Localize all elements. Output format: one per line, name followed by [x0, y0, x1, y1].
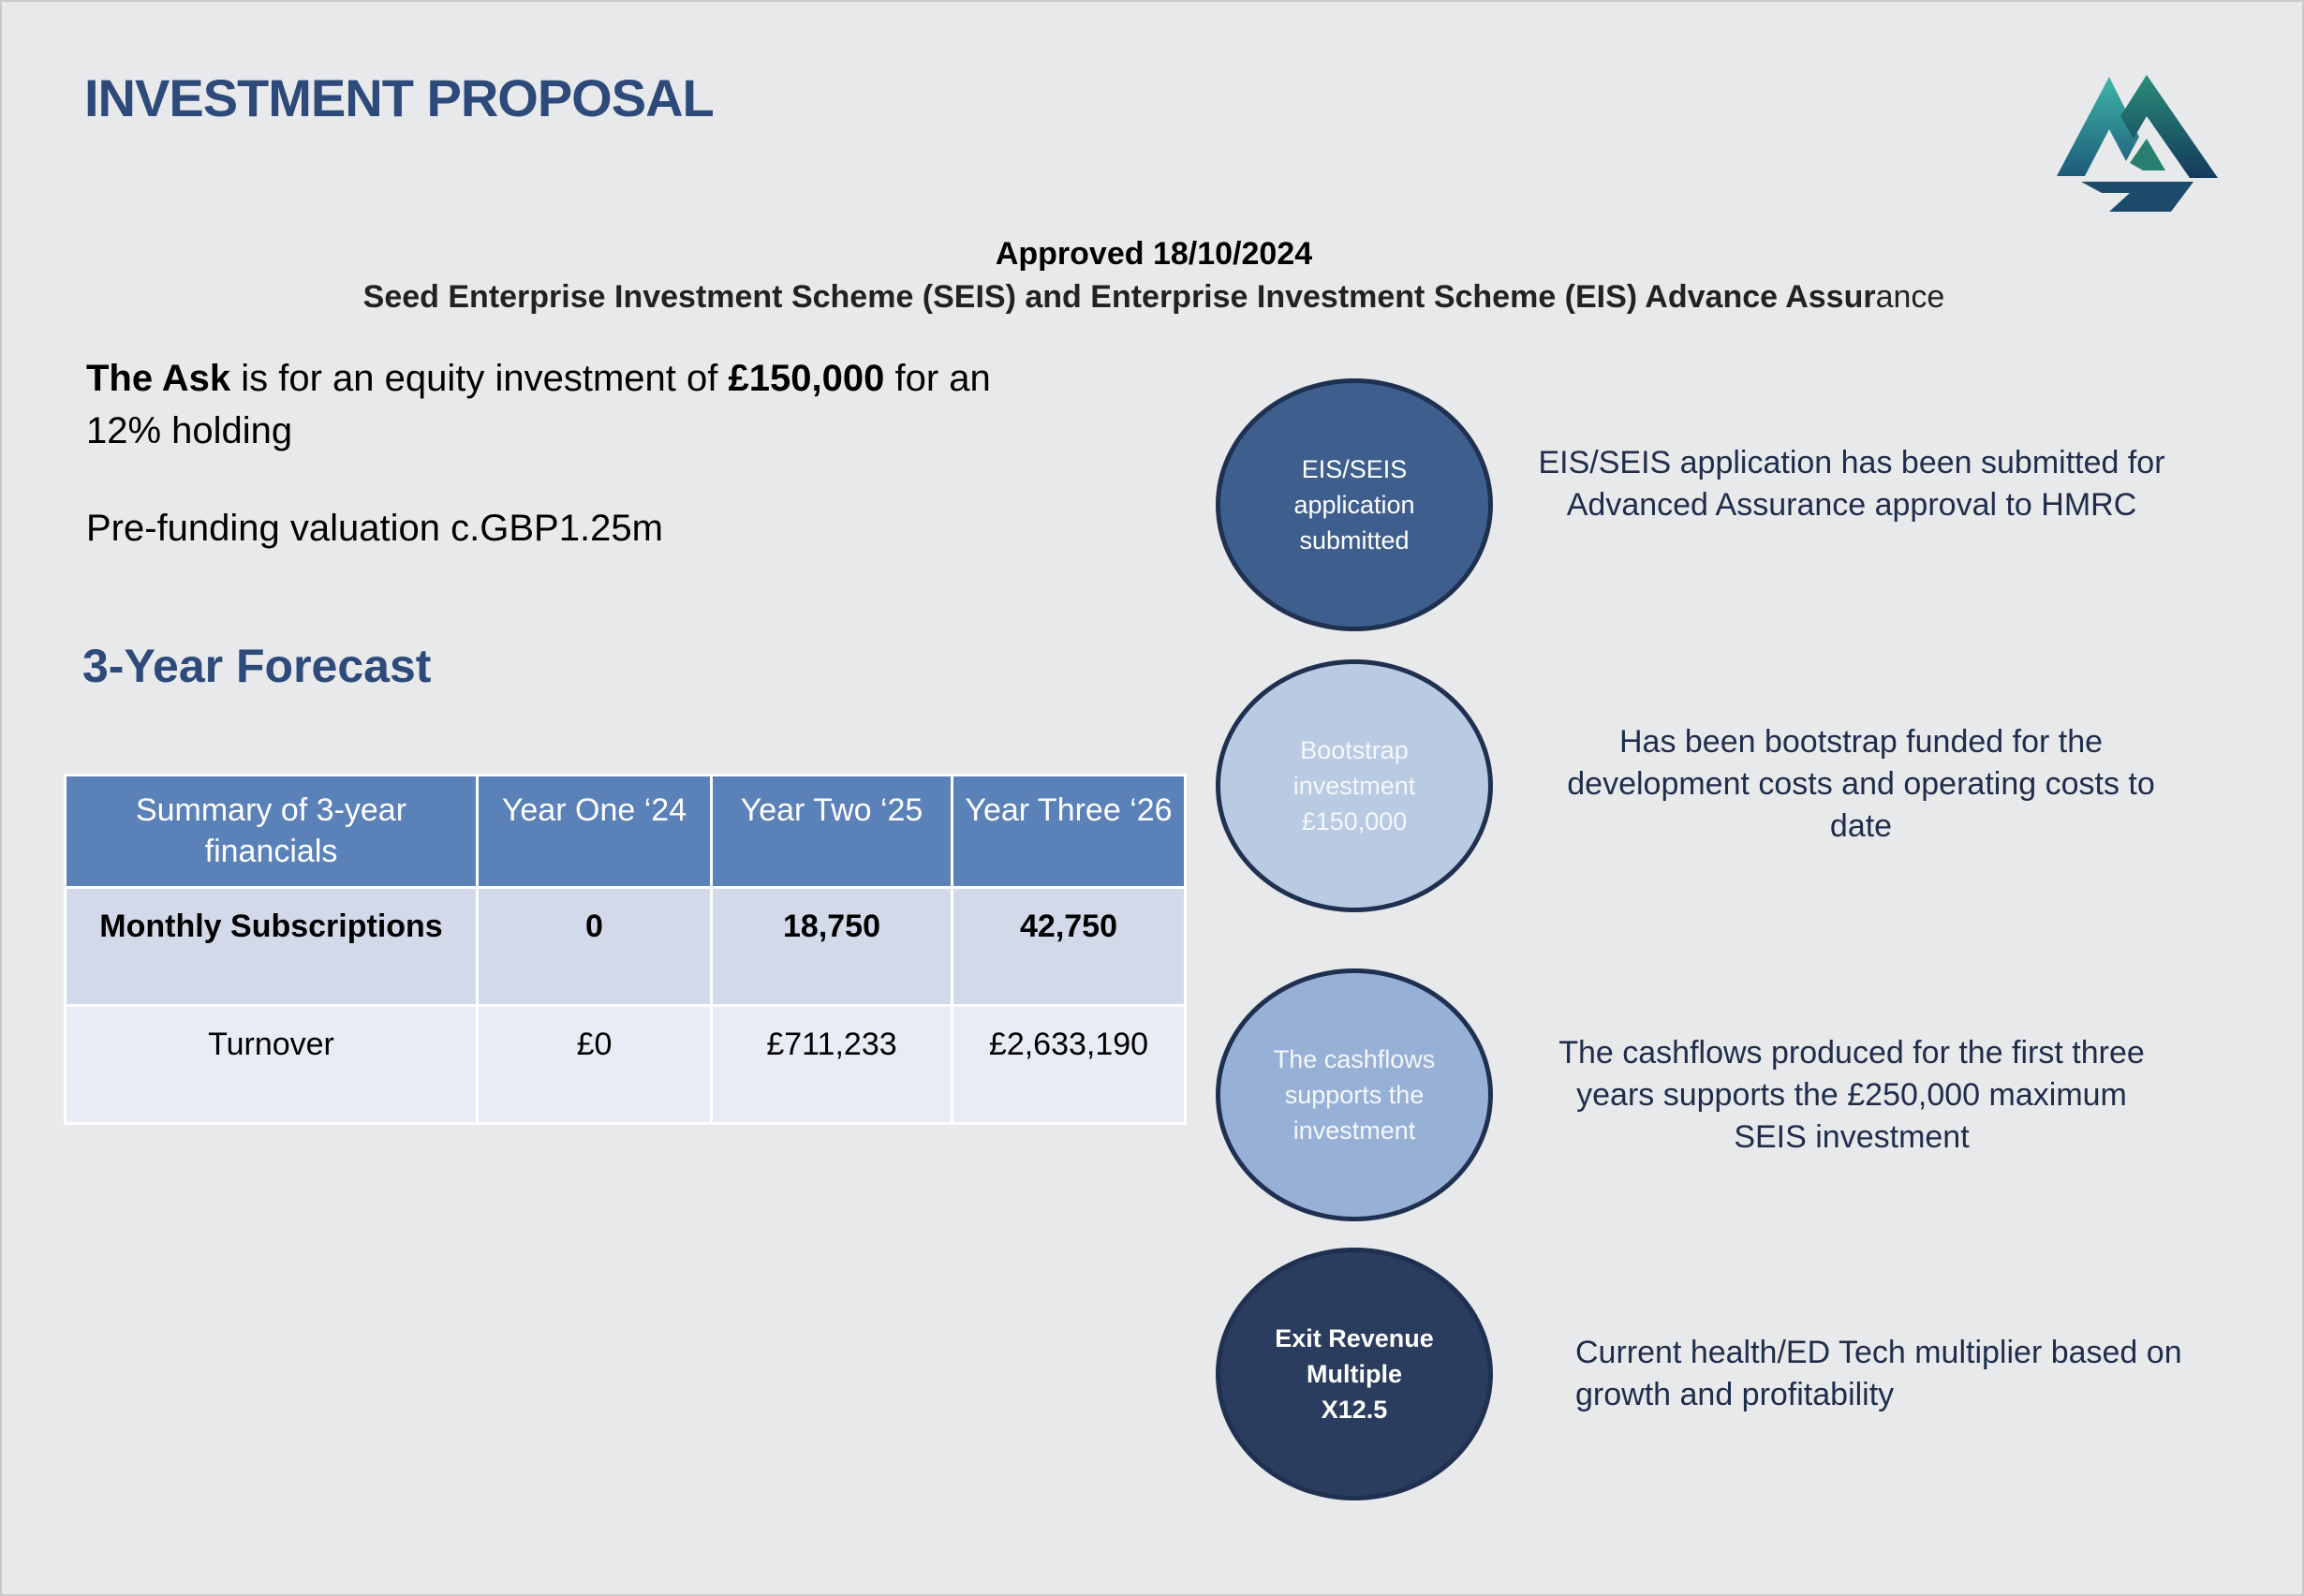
page-title: INVESTMENT PROPOSAL [84, 68, 714, 127]
step-circle-label: The cashflows supports the investment [1273, 1045, 1436, 1145]
forecast-table [64, 774, 1187, 1125]
ask-statement [86, 352, 1023, 457]
step-circle-bootstrap [1216, 659, 1493, 912]
step-circle-cashflows [1216, 968, 1493, 1221]
step-description-bootstrap: Has been bootstrap funded for the development costs and operating costs to date [1567, 724, 2155, 844]
column-header: Summary of 3-year financials [66, 776, 478, 888]
ask-text-2: for an 12% holding [86, 358, 991, 451]
step-description-cashflows: The cashflows produced for the first three years supports the £250,000 maximum SEIS investment [1558, 1035, 2145, 1155]
column-header: Year One ‘24 [478, 776, 712, 888]
scheme-line-bold: Seed Enterprise Investment Scheme (SEIS) and Enterprise Investment Scheme (EIS) Advance Assur [362, 279, 1876, 315]
approval-date: Approved 18/10/2024 [995, 236, 1313, 272]
table-header-row [66, 776, 1186, 888]
step-circle-label: EIS/SEIS application submitted [1293, 455, 1415, 554]
scheme-line-rest: ance [1875, 279, 1945, 315]
table-cell: £711,233 [712, 1006, 953, 1124]
scheme-line [2, 279, 2304, 316]
company-logo [2053, 73, 2222, 214]
table-cell: Monthly Subscriptions [66, 888, 478, 1006]
ask-text-1: is for an equity investment of [230, 358, 729, 399]
valuation-text: Pre-funding valuation c.GBP1.25m [86, 508, 663, 549]
ask-amount: £150,000 [728, 358, 885, 399]
step-circle-application [1216, 378, 1493, 631]
step-circle-exit [1216, 1248, 1493, 1500]
table-row [66, 888, 1186, 1006]
table-cell: £0 [478, 1006, 712, 1124]
table-cell: 0 [478, 888, 712, 1006]
ask-lead: The Ask [86, 358, 231, 399]
table-cell: 42,750 [953, 888, 1186, 1006]
table-cell: 18,750 [712, 888, 953, 1006]
table-cell: Turnover [66, 1006, 478, 1124]
column-header: Year Three ‘26 [953, 776, 1186, 888]
table-row [66, 1006, 1186, 1124]
step-description-exit: Current health/ED Tech multiplier based on growth and profitability [1575, 1335, 2182, 1412]
column-header: Year Two ‘25 [712, 776, 953, 888]
forecast-heading: 3-Year Forecast [82, 640, 432, 692]
step-description-application: EIS/SEIS application has been submitted for Advanced Assurance approval to HMRC [1538, 445, 2165, 523]
step-circle-label: Exit Revenue Multiple X12.5 [1275, 1324, 1434, 1424]
table-cell: £2,633,190 [953, 1006, 1186, 1124]
step-circle-label: Bootstrap investment £150,000 [1292, 736, 1416, 835]
